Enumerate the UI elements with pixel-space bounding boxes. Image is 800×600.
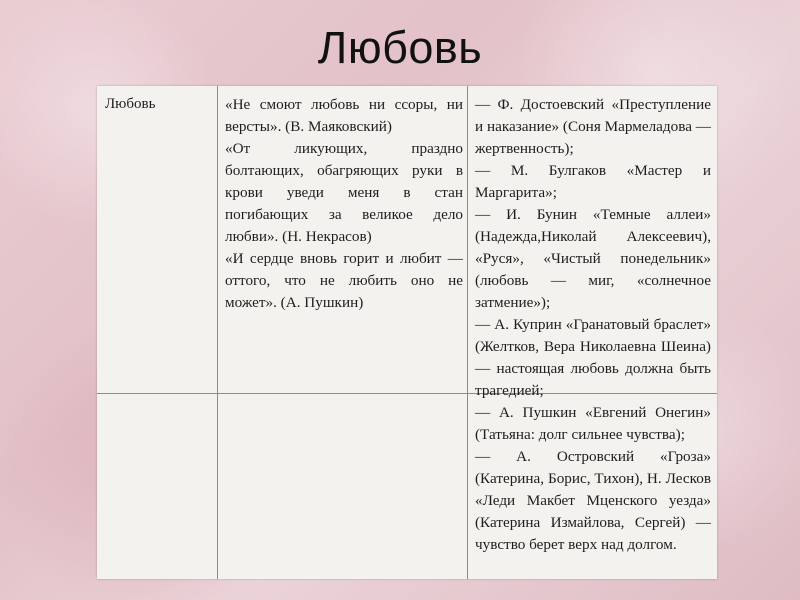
works-cell-bottom: — А. Пушкин «Евгений Онегин» (Татьяна: долг сильнее чувства); — А. Островский «Гроза» (Катерина, Борис, Тихон), Н. Лесков «Леди Макбет Мценского уезда» (Катерина Измайлова, Сергей) — чувство берет верх над долгом.	[475, 404, 711, 553]
category-cell: Любовь	[105, 96, 156, 112]
document-table	[97, 86, 717, 579]
column-divider-right	[467, 86, 468, 579]
quotes-cell: «Не смоют любовь ни ссоры, ни версты». (В. Маяковский) «От ликующих, праздно болтающих, обагряющих руки в крови уведи меня в стан погибающих за великое дело любви». (Н. Некрасов) «И сердце вновь горит и любит — оттого, что не любить оно не может». (А. Пушкин)	[225, 96, 463, 311]
works-cell-top: — Ф. Достоевский «Преступление и наказание» (Соня Мармеладова — жертвенность); — М. Булгаков «Мастер и Маргарита»; — И. Бунин «Темные аллеи» (Надежда,Николай Алексеевич), «Руся», «Чистый понедельник» (любовь — миг, «солнечное затмение»); — А. Куприн «Гранатовый браслет» (Желтков, Вера Николаевна Шеина) — настоящая любовь должна быть трагедией;	[475, 96, 711, 399]
slide-title: Любовь	[317, 22, 483, 73]
column-divider-left	[217, 86, 218, 579]
